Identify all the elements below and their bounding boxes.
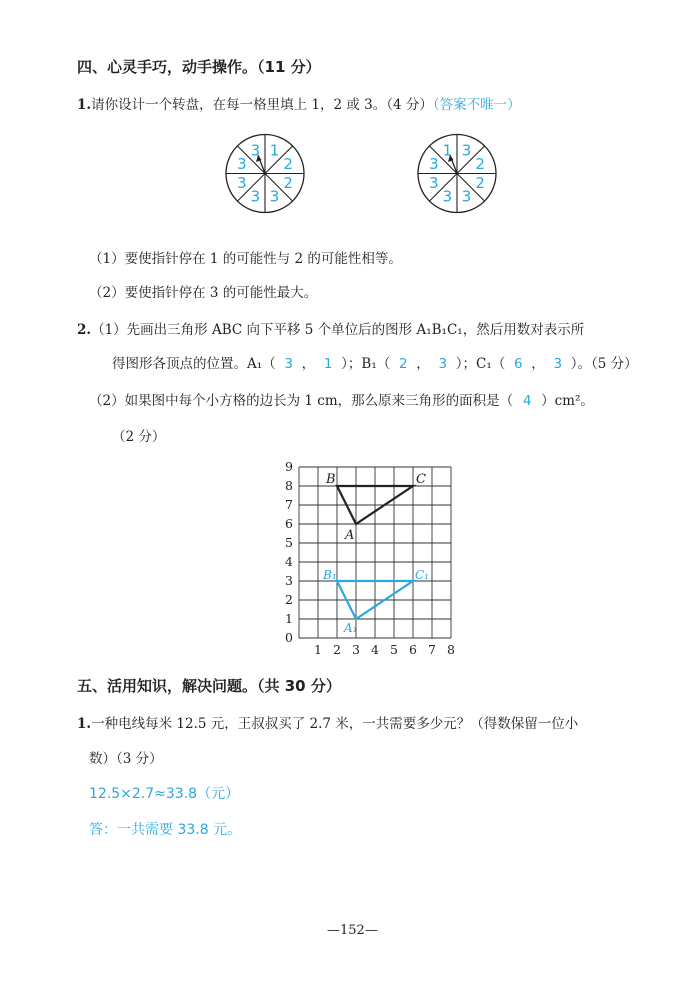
prompt-text: 得图形各顶点的位置。A₁（	[112, 356, 276, 372]
y-tick-label: 5	[285, 535, 293, 550]
spinner-sector-number: 1	[269, 141, 280, 160]
spinner-1	[222, 125, 308, 222]
spinner-sector-number: 3	[429, 174, 439, 193]
y-tick-label: 0	[285, 630, 293, 645]
spinner-sector-number: 2	[283, 174, 293, 193]
x-tick-label: 6	[409, 642, 417, 657]
question-2-line-2: 得图形各顶点的位置。A₁（ 3 ， 1 ）；B₁（ 2 ， 3 ）；C₁（ 6 ， 3 ）。（5 分）	[112, 356, 638, 372]
section-5-question-1-line-2: 数）（3 分）	[89, 751, 163, 767]
question-1	[77, 93, 521, 113]
y-tick-label: 3	[285, 573, 293, 588]
question-number: 2.	[77, 322, 92, 338]
answer-note: （答案不唯一）	[432, 97, 521, 113]
spinner-sector-number: 3	[461, 141, 472, 160]
answer-area: 4	[522, 393, 532, 409]
vertex-label-b1: B₁	[323, 568, 337, 582]
x-tick-label: 8	[447, 642, 455, 657]
answer-a1-x: 3	[284, 356, 293, 372]
vertex-label-a1: A₁	[344, 621, 358, 635]
vertex-label-c1: C₁	[415, 568, 429, 582]
section-5-question-1-line-1	[77, 712, 578, 732]
answer-c1-y: 3	[553, 356, 563, 372]
question-2-points: （2 分）	[112, 429, 166, 445]
sub-question-2: （2）要使指针停在 3 的可能性最大。	[89, 285, 318, 301]
question-text: 一种电线每米 12.5 元，王叔叔买了 2.7 米，一共需要多少元？（得数保留一位小	[91, 716, 579, 732]
x-tick-label: 3	[352, 642, 360, 657]
prompt-text: （2）如果图中每个小方格的边长为 1 cm，那么原来三角形的面积是（	[89, 393, 514, 409]
x-tick-label: 2	[333, 642, 341, 657]
question-text: （1）先画出三角形 ABC 向下平移 5 个单位后的图形 A₁B₁C₁，然后用数对表示所	[91, 322, 585, 338]
question-text: 请你设计一个转盘，在每一格里填上 1，2 或 3。（4 分）	[91, 97, 433, 113]
spinner-sector-number: 2	[475, 174, 485, 193]
spinner-sector-number: 2	[283, 154, 293, 173]
answer-a1-y: 1	[323, 356, 333, 372]
spinner-sector-number: 3	[442, 187, 453, 206]
spinner-sector-number: 3	[237, 154, 247, 173]
prompt-text: ）；B₁（	[341, 356, 391, 372]
prompt-text: ）；C₁（	[455, 356, 506, 372]
x-tick-label: 4	[371, 642, 379, 657]
spinner-sector-number: 3	[250, 141, 261, 160]
spinner-sector-number: 3	[429, 154, 439, 173]
y-tick-label: 8	[285, 478, 293, 493]
vertex-label-c: C	[416, 472, 426, 487]
x-tick-label: 5	[390, 642, 398, 657]
answer-b1-x: 2	[398, 356, 408, 372]
grid-tick-labels	[285, 459, 455, 657]
spinner-2	[414, 125, 500, 222]
y-tick-label: 4	[285, 554, 293, 569]
calculation-answer: 12.5×2.7≈33.8（元）	[89, 786, 240, 802]
prompt-text: ）。（5 分）	[570, 356, 638, 372]
question-number: 1.	[77, 716, 92, 732]
section-5-title: 五、活用知识，解决问题。（共 30 分）	[77, 677, 341, 695]
spinner-sector-number: 1	[442, 141, 453, 160]
section-4-title: 四、心灵手巧，动手操作。（11 分）	[77, 58, 321, 76]
vertex-label-a: A	[345, 528, 355, 543]
spinner-sector-number: 3	[461, 187, 472, 206]
x-tick-label: 7	[428, 642, 436, 657]
y-tick-label: 6	[285, 516, 293, 531]
question-number: 1.	[77, 97, 92, 113]
grid-lines	[299, 467, 451, 638]
page-number: —152—	[327, 923, 378, 938]
coordinate-grid	[278, 455, 468, 660]
y-tick-label: 7	[285, 497, 293, 512]
final-answer: 答：一共需要 33.8 元。	[89, 822, 242, 838]
question-2-line-1	[77, 318, 584, 338]
y-tick-label: 2	[285, 592, 293, 607]
sub-question-1: （1）要使指针停在 1 的可能性与 2 的可能性相等。	[89, 251, 402, 267]
y-tick-label: 1	[285, 611, 293, 626]
spinner-sector-number: 3	[250, 187, 261, 206]
answer-b1-y: 3	[438, 356, 448, 372]
spinner-sector-number: 2	[475, 154, 485, 173]
x-tick-label: 1	[314, 642, 322, 657]
answer-c1-x: 6	[513, 356, 523, 372]
y-tick-label: 9	[285, 459, 293, 474]
spinner-sector-number: 3	[269, 187, 280, 206]
spinner-sector-number: 3	[237, 174, 247, 193]
prompt-text: ）cm²。	[541, 393, 594, 409]
vertex-label-b: B	[326, 472, 336, 487]
question-2-part-2	[89, 389, 594, 409]
